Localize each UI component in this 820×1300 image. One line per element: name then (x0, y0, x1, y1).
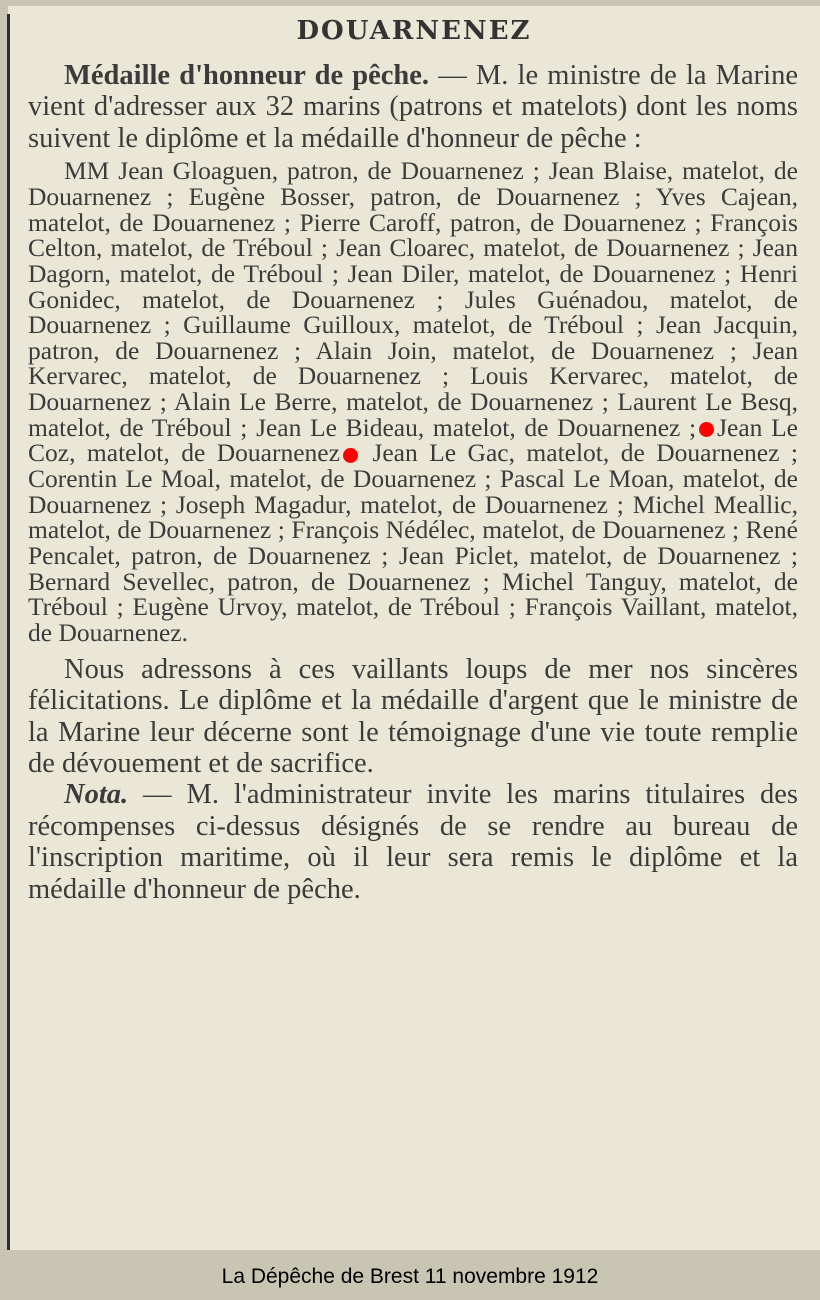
nota-label: Nota. (64, 779, 129, 811)
red-marker-dot (699, 422, 714, 437)
caption-bar (0, 1254, 820, 1300)
highlighted-name: Jean Le Coz, matelot, de Douarnenez (28, 412, 798, 468)
congratulations-paragraph: Nous adressons à ces vaillants loups de mer nos sincères félicitations. Le diplôme et la médaille d'argent que le ministre de la Marine leur décerne sont le témoignage d'une vie toute remplie de dévouement et de sacrifice. (28, 653, 798, 779)
nota-text: — M. l'administrateur invite les marins titulaires des récompenses ci-dessus désignés de se rendre au bureau de l'inscription maritime, où il leur sera remis le diplôme et la médaille d'honneur de pêche. (28, 779, 798, 905)
names-part3: Jean Le Gac, matelot, de Douarnenez ; Corentin Le Moal, matelot, de Douarnenez ; Pascal Le Moan, matelot, de Douarnenez ; Joseph Magadur, matelot, de Douarnenez ; Michel Meallic, matelot, de Douarnenez ; François Nédélec, matelot, de Douarnenez ; René Pencalet, patron, de Douarnenez ; Jean Piclet, matelot, de Douarnenez ; Bernard Sevellec, patron, de Douarnenez ; Michel Tanguy, matelot, de Tréboul ; Eugène Urvoy, matelot, de Tréboul ; François Vaillant, matelot, de Douarnenez. (28, 438, 798, 648)
names-paragraph (28, 156, 798, 648)
red-marker-dot (343, 448, 358, 463)
article-body (28, 60, 798, 905)
section-title: Médaille d'honneur de pêche. (64, 60, 430, 91)
article-heading: DOUARNENEZ (296, 16, 532, 46)
clipping-edge-line (7, 14, 10, 1250)
intro-paragraph (28, 60, 798, 154)
source-caption: La Dépêche de Brest 11 novembre 1912 (221, 1265, 599, 1288)
nota-paragraph (28, 779, 798, 905)
names-part1: MM Jean Gloaguen, patron, de Douarnenez ; Jean Blaise, matelot, de Douarnenez ; Eugène Bosser, patron, de Douarnenez ; Yves Cajean, matelot, de Douarnenez ; Pierre Caroff, patron, de Douarnenez ; François Celton, matelot, de Tréboul ; Jean Cloarec, matelot, de Douarnenez ; Jean Dagorn, matelot, de Tréboul ; Jean Diler, matelot, de Douarnenez ; Henri Gonidec, matelot, de Douarnenez ; Jules Guénadou, matelot, de Douarnenez ; Guillaume Guilloux, matelot, de Tréboul ; Jean Jacquin, patron, de Douarnenez ; Alain Join, matelot, de Douarnenez ; Jean Kervarec, matelot, de Douarnenez ; Louis Kervarec, matelot, de Douarnenez ; Alain Le Berre, matelot, de Douarnenez ; Laurent Le Besq, matelot, de Tréboul ; Jean Le Bideau, matelot, de Douarnenez ; (28, 156, 798, 442)
intro-text: — M. le ministre de la Marine vient d'adresser aux 32 marins (patrons et matelots) dont les noms suivent le diplôme et la médaille d'honneur de pêche : (28, 60, 798, 154)
newspaper-clipping (8, 6, 820, 1250)
